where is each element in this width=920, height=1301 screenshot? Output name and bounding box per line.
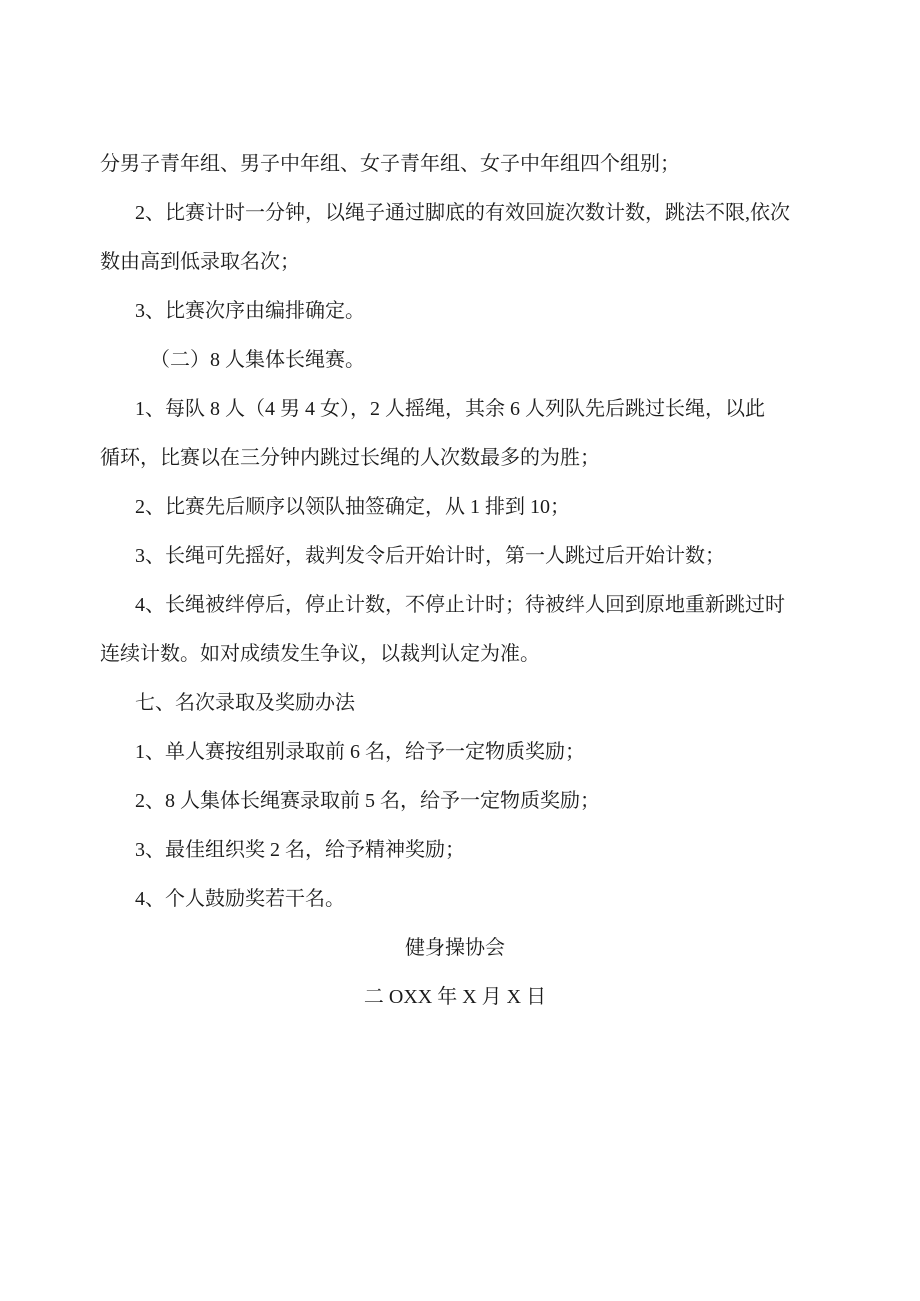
document-body <box>100 140 810 1022</box>
paragraph-continuation-line: 分男子青年组、男子中年组、女子青年组、女子中年组四个组别； <box>100 153 680 175</box>
paragraph-continuation-line: 数由高到低录取名次； <box>100 251 300 273</box>
award-item-3: 3、最佳组织奖 2 名，给予精神奖励； <box>135 839 465 861</box>
long-rope-rule-item-2: 2、比赛先后顺序以领队抽签确定，从 1 排到 10； <box>135 496 570 518</box>
paragraph-continuation-line: 连续计数。如对成绩发生争议，以裁判认定为准。 <box>100 643 540 665</box>
long-rope-rule-item-3: 3、长绳可先摇好，裁判发令后开始计时，第一人跳过后开始计数； <box>135 545 725 567</box>
single-rope-rule-item-2: 2、比赛计时一分钟，以绳子通过脚底的有效回旋次数计数，跳法不限,依次 <box>135 202 790 224</box>
long-rope-rule-item-1: 1、每队 8 人（4 男 4 女），2 人摇绳，其余 6 人列队先后跳过长绳，以此 <box>135 398 765 420</box>
award-item-2: 2、8 人集体长绳赛录取前 5 名，给予一定物质奖励； <box>135 790 600 812</box>
single-rope-rule-item-3: 3、比赛次序由编排确定。 <box>135 300 365 322</box>
long-rope-rule-item-4: 4、长绳被绊停后，停止计数，不停止计时；待被绊人回到原地重新跳过时 <box>135 594 785 616</box>
paragraph-continuation-line: 循环，比赛以在三分钟内跳过长绳的人次数最多的为胜； <box>100 447 600 469</box>
award-item-4: 4、个人鼓励奖若干名。 <box>135 888 345 910</box>
subsection-heading-long-rope: （二）8 人集体长绳赛。 <box>150 349 365 371</box>
section-heading-awards: 七、名次录取及奖励办法 <box>135 692 355 714</box>
signature-organization: 健身操协会 <box>405 937 505 959</box>
award-item-1: 1、单人赛按组别录取前 6 名，给予一定物质奖励； <box>135 741 585 763</box>
signature-date: 二 OXX 年 X 月 X 日 <box>363 986 547 1008</box>
